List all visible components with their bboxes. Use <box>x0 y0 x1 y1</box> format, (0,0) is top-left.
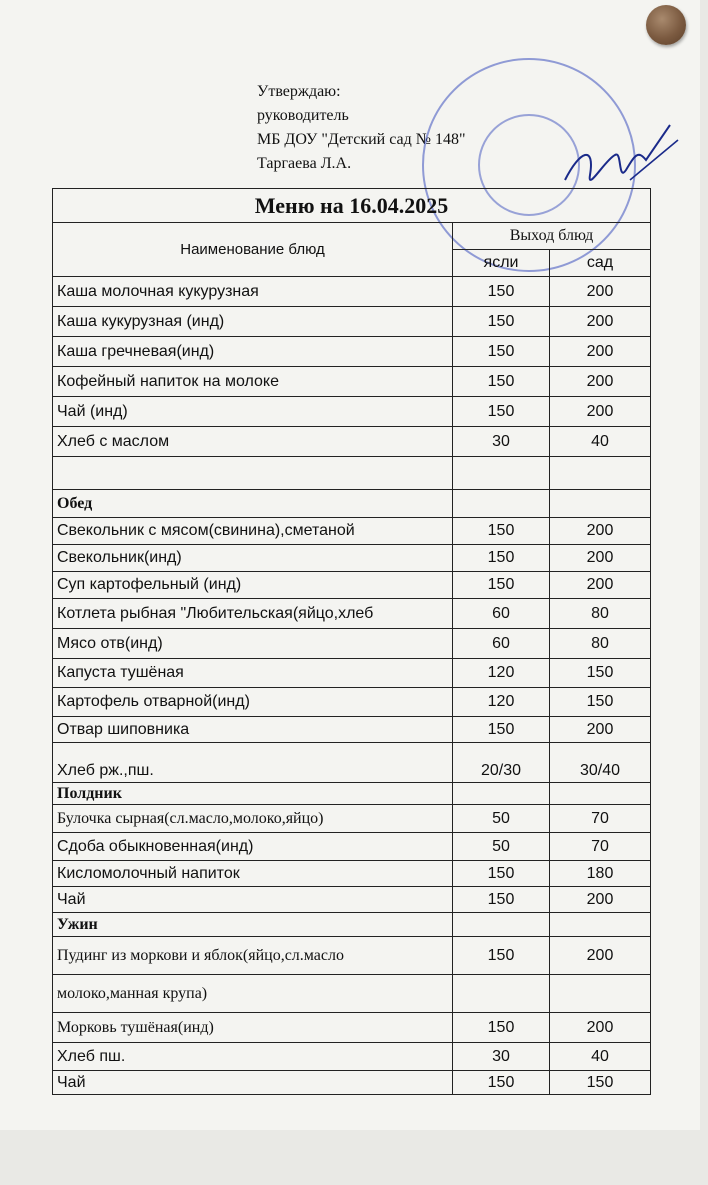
garden-portion: 200 <box>550 367 651 397</box>
nursery-portion: 150 <box>453 337 550 367</box>
section-header-snack: Полдник <box>53 783 453 805</box>
table-row <box>53 397 651 427</box>
nursery-portion <box>453 490 550 518</box>
garden-portion: 200 <box>550 397 651 427</box>
section-header-dinner: Ужин <box>53 913 453 937</box>
approval-line: Утверждаю: <box>257 83 341 100</box>
dish-name: Морковь тушёная(инд) <box>53 1013 453 1043</box>
table-row <box>53 307 651 337</box>
dish-name: Хлеб с маслом <box>53 427 453 457</box>
garden-portion: 150 <box>550 659 651 688</box>
table-row <box>53 913 651 937</box>
nursery-portion: 150 <box>453 518 550 545</box>
nursery-portion: 150 <box>453 1071 550 1095</box>
garden-portion: 200 <box>550 572 651 599</box>
nursery-portion <box>453 457 550 490</box>
garden-portion: 200 <box>550 307 651 337</box>
nursery-portion: 50 <box>453 805 550 833</box>
nursery-portion <box>453 975 550 1013</box>
garden-portion: 30/40 <box>550 743 651 783</box>
table-row <box>53 629 651 659</box>
dish-name: Кисломолочный напиток <box>53 861 453 887</box>
table-row <box>53 861 651 887</box>
menu-title: Меню на 16.04.2025 <box>53 189 651 223</box>
table-row <box>53 367 651 397</box>
column-header-output: Выход блюд <box>453 223 651 250</box>
garden-portion: 180 <box>550 861 651 887</box>
table-row <box>53 743 651 783</box>
dish-name: Котлета рыбная "Любительская(яйцо,хлеб <box>53 599 453 629</box>
dish-name: Пудинг из моркови и яблок(яйцо,сл.масло <box>53 937 453 975</box>
nursery-portion: 150 <box>453 887 550 913</box>
table-row <box>53 572 651 599</box>
table-row <box>53 1013 651 1043</box>
table-row <box>53 833 651 861</box>
table-row <box>53 805 651 833</box>
garden-portion: 40 <box>550 427 651 457</box>
dish-name: Булочка сырная(сл.масло,молоко,яйцо) <box>53 805 453 833</box>
dish-name: Свекольник с мясом(свинина),сметаной <box>53 518 453 545</box>
nursery-portion: 150 <box>453 572 550 599</box>
dish-name: Мясо отв(инд) <box>53 629 453 659</box>
nursery-portion: 150 <box>453 277 550 307</box>
garden-portion: 150 <box>550 688 651 717</box>
garden-portion: 70 <box>550 805 651 833</box>
dish-name: Кофейный напиток на молоке <box>53 367 453 397</box>
dish-name: молоко,манная крупа) <box>53 975 453 1013</box>
table-row <box>53 490 651 518</box>
garden-portion <box>550 975 651 1013</box>
dish-name: Свекольник(инд) <box>53 545 453 572</box>
dish-name: Сдоба обыкновенная(инд) <box>53 833 453 861</box>
menu-table <box>52 188 651 1095</box>
table-row <box>53 688 651 717</box>
nursery-portion: 50 <box>453 833 550 861</box>
section-header-lunch: Обед <box>53 490 453 518</box>
dish-name: Каша кукурузная (инд) <box>53 307 453 337</box>
column-header-garden: сад <box>550 250 651 277</box>
table-row <box>53 518 651 545</box>
dish-name: Чай <box>53 1071 453 1095</box>
garden-portion: 70 <box>550 833 651 861</box>
garden-portion <box>550 457 651 490</box>
garden-portion: 150 <box>550 1071 651 1095</box>
dish-name: Каша молочная кукурузная <box>53 277 453 307</box>
dish-name: Хлеб рж.,пш. <box>53 743 453 783</box>
garden-portion: 200 <box>550 337 651 367</box>
nursery-portion: 150 <box>453 1013 550 1043</box>
table-row <box>53 717 651 743</box>
nursery-portion: 150 <box>453 307 550 337</box>
column-header-dish-name: Наименование блюд <box>53 223 453 277</box>
dish-name <box>53 457 453 490</box>
dish-name: Отвар шиповника <box>53 717 453 743</box>
nursery-portion: 150 <box>453 545 550 572</box>
nursery-portion: 150 <box>453 367 550 397</box>
table-row <box>53 1043 651 1071</box>
dish-name: Картофель отварной(инд) <box>53 688 453 717</box>
dish-name: Капуста тушёная <box>53 659 453 688</box>
garden-portion <box>550 913 651 937</box>
table-row <box>53 1071 651 1095</box>
dish-name: Каша гречневая(инд) <box>53 337 453 367</box>
approval-line: Таргаева Л.А. <box>257 155 352 172</box>
nursery-portion: 120 <box>453 659 550 688</box>
table-row <box>53 887 651 913</box>
garden-portion: 80 <box>550 629 651 659</box>
push-pin <box>646 5 686 45</box>
nursery-portion: 120 <box>453 688 550 717</box>
garden-portion: 200 <box>550 717 651 743</box>
garden-portion: 200 <box>550 937 651 975</box>
nursery-portion: 30 <box>453 427 550 457</box>
table-row <box>53 337 651 367</box>
approval-line: МБ ДОУ "Детский сад № 148" <box>257 131 466 148</box>
table-row <box>53 427 651 457</box>
garden-portion: 200 <box>550 1013 651 1043</box>
nursery-portion: 20/30 <box>453 743 550 783</box>
table-row <box>53 659 651 688</box>
table-row <box>53 545 651 572</box>
column-header-nursery: ясли <box>453 250 550 277</box>
garden-portion <box>550 490 651 518</box>
table-row <box>53 783 651 805</box>
nursery-portion: 150 <box>453 717 550 743</box>
nursery-portion: 60 <box>453 629 550 659</box>
nursery-portion: 150 <box>453 937 550 975</box>
garden-portion <box>550 783 651 805</box>
table-row <box>53 975 651 1013</box>
garden-portion: 80 <box>550 599 651 629</box>
nursery-portion: 150 <box>453 397 550 427</box>
nursery-portion: 150 <box>453 861 550 887</box>
dish-name: Чай (инд) <box>53 397 453 427</box>
nursery-portion <box>453 783 550 805</box>
dish-name: Хлеб пш. <box>53 1043 453 1071</box>
table-row <box>53 937 651 975</box>
garden-portion: 40 <box>550 1043 651 1071</box>
table-row <box>53 599 651 629</box>
nursery-portion: 30 <box>453 1043 550 1071</box>
garden-portion: 200 <box>550 277 651 307</box>
table-row <box>53 457 651 490</box>
garden-portion: 200 <box>550 887 651 913</box>
table-row <box>53 277 651 307</box>
dish-name: Суп картофельный (инд) <box>53 572 453 599</box>
garden-portion: 200 <box>550 518 651 545</box>
dish-name: Чай <box>53 887 453 913</box>
nursery-portion <box>453 913 550 937</box>
garden-portion: 200 <box>550 545 651 572</box>
nursery-portion: 60 <box>453 599 550 629</box>
approval-line: руководитель <box>257 107 349 124</box>
